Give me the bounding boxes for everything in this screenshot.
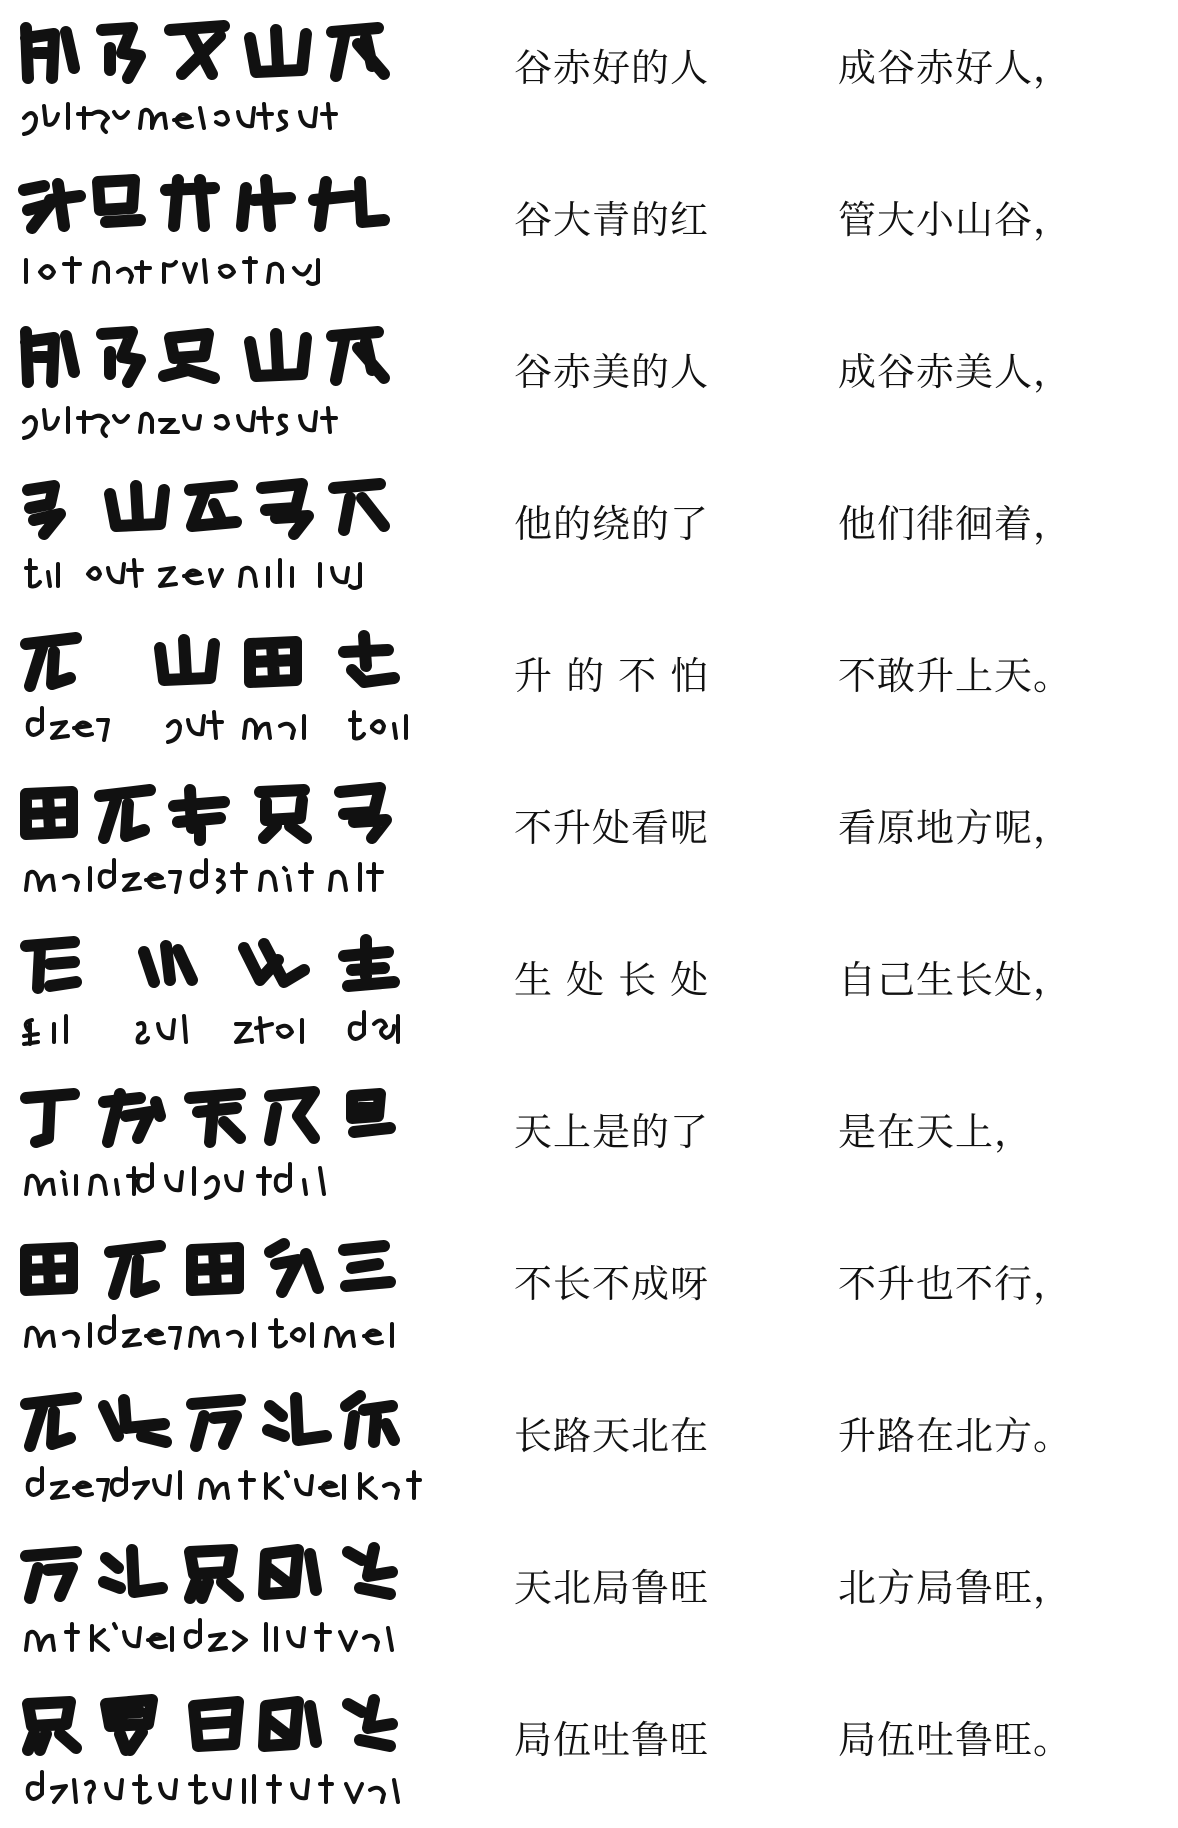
script-glyph-image bbox=[14, 312, 454, 452]
translation-text: 不升也不行， bbox=[838, 1262, 1073, 1306]
verse-row bbox=[0, 760, 1178, 912]
gloss-text: 谷赤好的人 bbox=[514, 46, 710, 90]
verse-row bbox=[0, 608, 1178, 760]
script-glyph-image bbox=[14, 1680, 454, 1820]
script-glyph-image bbox=[14, 768, 454, 908]
gloss-text: 升 的 不 怕 bbox=[514, 654, 710, 698]
verse-row bbox=[0, 912, 1178, 1064]
gloss-text: 生 处 长 处 bbox=[514, 958, 710, 1002]
translation-text: 成谷赤好人， bbox=[838, 46, 1073, 90]
gloss-text: 天上是的了 bbox=[514, 1110, 710, 1154]
verse-row bbox=[0, 152, 1178, 304]
translation-text: 局伍吐鲁旺。 bbox=[838, 1718, 1073, 1762]
script-glyph-image bbox=[14, 8, 454, 148]
gloss-text: 他的绕的了 bbox=[514, 502, 710, 546]
gloss-text: 谷赤美的人 bbox=[514, 350, 710, 394]
gloss-text: 谷大青的红 bbox=[514, 198, 710, 242]
gloss-text: 不长不成呀 bbox=[514, 1262, 710, 1306]
verse-row bbox=[0, 1368, 1178, 1520]
translation-text: 是在天上， bbox=[838, 1110, 1034, 1154]
translation-text: 自己生长处， bbox=[838, 958, 1073, 1002]
translation-text: 北方局鲁旺， bbox=[838, 1566, 1073, 1610]
translation-text: 成谷赤美人， bbox=[838, 350, 1073, 394]
script-glyph-image bbox=[14, 464, 454, 604]
translation-text: 他们徘徊着， bbox=[838, 502, 1073, 546]
verse-row bbox=[0, 1520, 1178, 1672]
gloss-text: 长路天北在 bbox=[514, 1414, 710, 1458]
verse-row bbox=[0, 1216, 1178, 1368]
script-glyph-image bbox=[14, 920, 454, 1060]
script-glyph-image bbox=[14, 1224, 454, 1364]
script-glyph-image bbox=[14, 1072, 454, 1212]
script-glyph-image bbox=[14, 160, 454, 300]
verse-row bbox=[0, 456, 1178, 608]
translation-text: 不敢升上天。 bbox=[838, 654, 1073, 698]
translation-text: 升路在北方。 bbox=[838, 1414, 1073, 1458]
gloss-text: 天北局鲁旺 bbox=[514, 1566, 710, 1610]
verse-row bbox=[0, 0, 1178, 152]
gloss-text: 不升处看呢 bbox=[514, 806, 710, 850]
script-glyph-image bbox=[14, 1528, 454, 1668]
script-glyph-image bbox=[14, 1376, 454, 1516]
verse-row bbox=[0, 1064, 1178, 1216]
gloss-text: 局伍吐鲁旺 bbox=[514, 1718, 710, 1762]
script-glyph-image bbox=[14, 616, 454, 756]
translation-text: 看原地方呢， bbox=[838, 806, 1073, 850]
verse-row bbox=[0, 304, 1178, 456]
verse-row bbox=[0, 1672, 1178, 1824]
translation-text: 管大小山谷， bbox=[838, 198, 1073, 242]
